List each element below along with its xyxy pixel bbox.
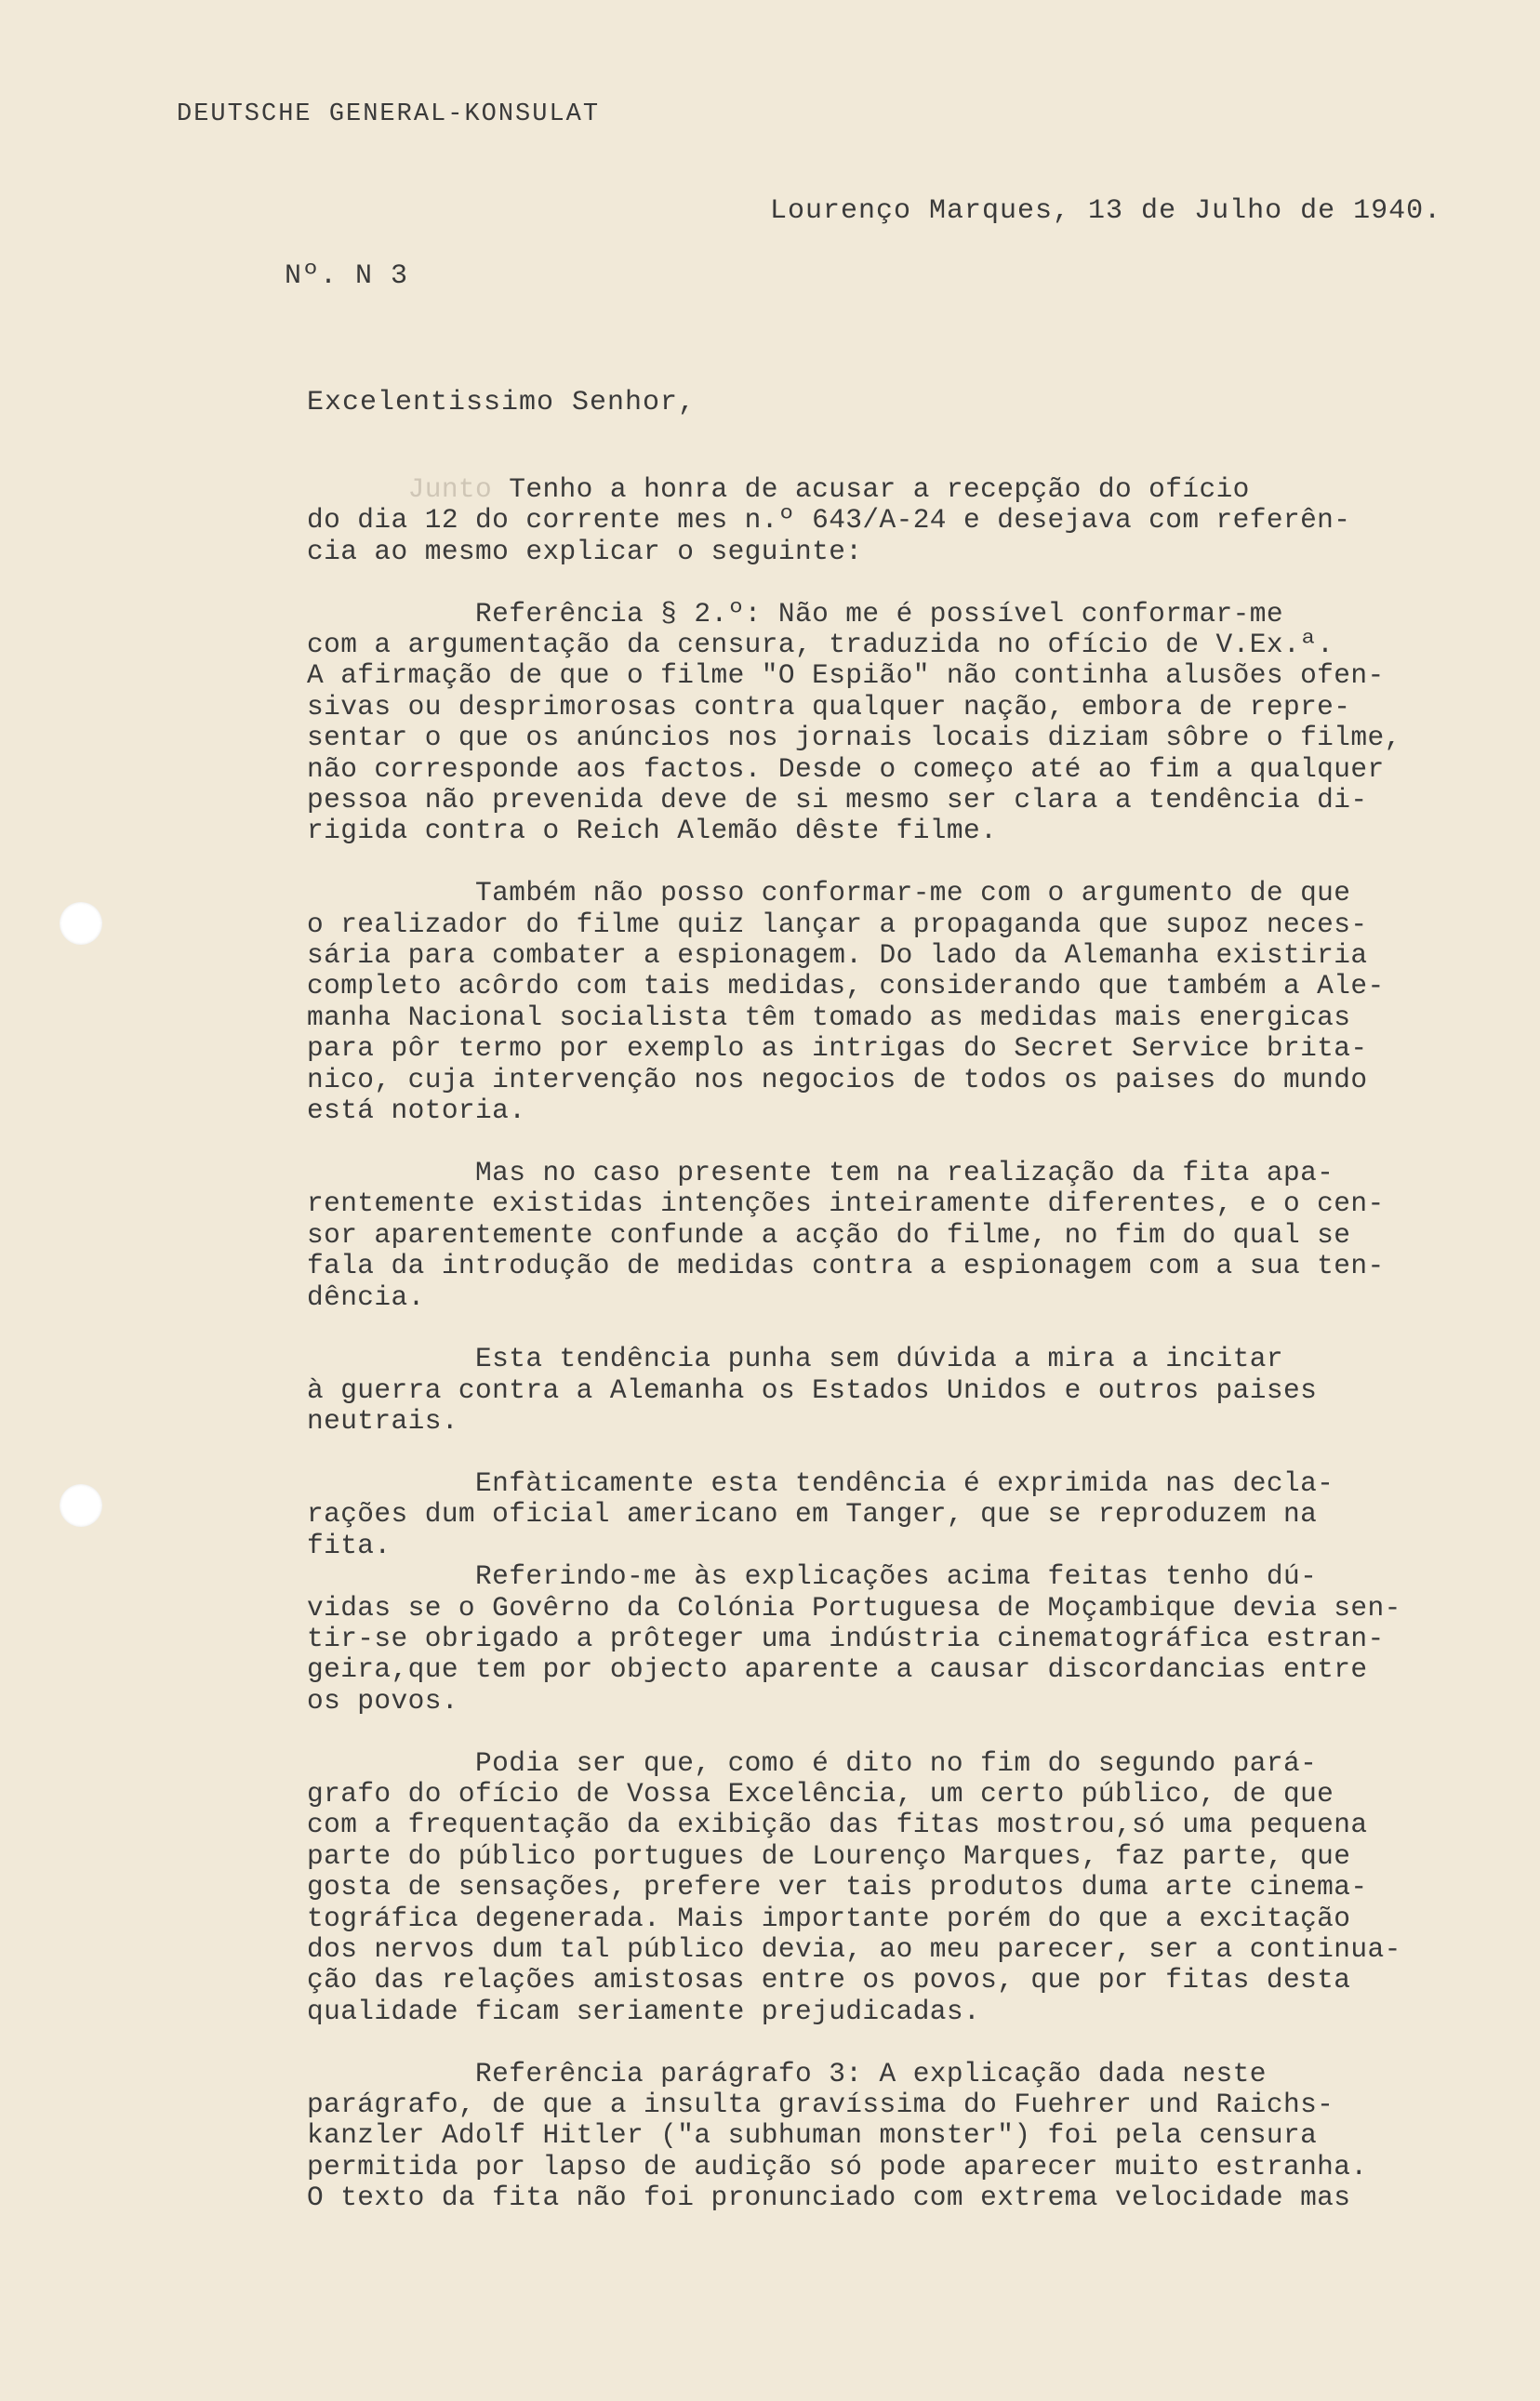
text-line: Também não posso conformar-me com o argumento de que	[307, 877, 1351, 909]
text-line: Mas no caso presente tem na realização da fita apa-	[307, 1156, 1334, 1188]
text-line: Referindo-me às explicações acima feitas tenho dú-	[307, 1560, 1318, 1593]
paragraph	[307, 1748, 1516, 2028]
text-line: sor aparentemente confunde a acção do filme, no fim do qual se	[307, 1218, 1351, 1251]
text-line: dos nervos dum tal público devia, ao meu parecer, ser a continua-	[307, 1933, 1401, 1965]
paragraph	[307, 474, 1516, 567]
text-line: nico, cuja intervenção nos negocios de todos os paises do mundo	[307, 1063, 1368, 1095]
salutation: Excelentissimo Senhor,	[307, 387, 697, 418]
paragraph	[307, 599, 1516, 847]
text-line: rações dum oficial americano em Tanger, que se reproduzem na	[307, 1498, 1318, 1531]
text-line: fala da introdução de medidas contra a espionagem com a sua ten-	[307, 1250, 1385, 1282]
text-line: O texto da fita não foi pronunciado com extrema velocidade mas	[307, 2182, 1351, 2214]
text-line: está notoria.	[307, 1094, 526, 1127]
text-line: neutrais.	[307, 1405, 458, 1438]
text-line: qualidade ficam seriamente prejudicadas.	[307, 1995, 981, 2027]
dateline: Lourenço Marques, 13 de Julho de 1940.	[770, 195, 1442, 227]
text-line: para pôr termo por exemplo as intrigas do Secret Service brita-	[307, 1032, 1368, 1065]
text-line: os povos.	[307, 1684, 458, 1717]
text-line	[307, 474, 1516, 505]
text-line: geira,que tem por objecto aparente a causar discordancias entre	[307, 1653, 1368, 1686]
text-line: sivas ou desprimorosas contra qualquer nação, embora de repre-	[307, 690, 1351, 723]
punch-hole-lower	[60, 1484, 102, 1527]
text-line: manha Nacional socialista têm tomado as medidas mais energicas	[307, 1001, 1351, 1033]
text-line: sentar o que os anúncios nos jornais locais diziam sôbre o filme,	[307, 722, 1401, 754]
text-line: pessoa não prevenida deve de si mesmo ser clara a tendência di-	[307, 784, 1368, 816]
text-line: Referência parágrafo 3: A explicação dada neste	[307, 2057, 1267, 2089]
text-line: completo acôrdo com tais medidas, considerando que também a Ale-	[307, 970, 1385, 1002]
text-line: vidas se o Govêrno da Colónia Portuguesa de Moçambique devia sen-	[307, 1591, 1401, 1624]
text-line: Podia ser que, como é dito no fim do segundo pará-	[307, 1746, 1318, 1779]
text-line: ção das relações amistosas entre os povos, que por fitas desta	[307, 1964, 1351, 1996]
text-line: não corresponde aos factos. Desde o começo até ao fim a qualquer	[307, 752, 1385, 785]
paragraph	[307, 1344, 1516, 1437]
text-line: Enfàticamente esta tendência é exprimida nas decla-	[307, 1466, 1334, 1499]
text-line: rigida contra o Reich Alemão dêste filme.	[307, 815, 998, 847]
text-line: dência.	[307, 1280, 425, 1313]
text-line: com a frequentação da exibição das fitas mostrou,só uma pequena	[307, 1809, 1368, 1841]
reference-number: Nº. N 3	[285, 260, 409, 292]
text-line: kanzler Adolf Hitler ("a subhuman monster") foi pela censura	[307, 2119, 1318, 2152]
text-line: fita.	[307, 1529, 392, 1561]
text-line: A afirmação de que o filme "O Espião" não continha alusões ofen-	[307, 659, 1385, 692]
paragraph	[307, 878, 1516, 1126]
paragraph	[307, 2059, 1516, 2214]
text-line: permitida por lapso de audição só pode aparecer muito estranha.	[307, 2150, 1368, 2182]
text-line: parágrafo, de que a insulta gravíssima do Fuehrer und Raichs-	[307, 2089, 1334, 2121]
paragraph	[307, 1158, 1516, 1313]
text-line-rest: Tenho a honra de acusar a recepção do ofício	[492, 473, 1250, 505]
punch-hole-upper	[60, 902, 102, 945]
text-line: sária para combater a espionagem. Do lado da Alemanha existiria	[307, 939, 1368, 972]
letter-body	[307, 474, 1516, 2214]
text-line: gosta de sensações, prefere ver tais produtos duma arte cinema-	[307, 1871, 1368, 1904]
text-line: rentemente existidas intenções inteiramente diferentes, e o cen-	[307, 1187, 1385, 1220]
text-line: do dia 12 do corrente mes n.º 643/A-24 e desejava com referên-	[307, 504, 1351, 537]
text-line: à guerra contra a Alemanha os Estados Unidos e outros paises	[307, 1373, 1318, 1406]
text-line: Referência § 2.º: Não me é possível conformar-me	[307, 597, 1283, 630]
text-line: com a argumentação da censura, traduzida no ofício de V.Ex.ª.	[307, 629, 1334, 661]
paragraph	[307, 1561, 1516, 1717]
text-line: tográfica degenerada. Mais importante porém do que a excitação	[307, 1902, 1351, 1934]
text-line: Esta tendência punha sem dúvida a mira a incitar	[307, 1343, 1283, 1375]
text-line: parte do público portugues de Lourenço Marques, faz parte, que	[307, 1839, 1351, 1872]
text-line: grafo do ofício de Vossa Excelência, um certo público, de que	[307, 1777, 1334, 1810]
letterhead: DEUTSCHE GENERAL-KONSULAT	[177, 100, 601, 128]
paragraph	[307, 1468, 1516, 1561]
text-line: o realizador do filme quiz lançar a propaganda que supoz neces-	[307, 908, 1368, 940]
faint-struck-word: Junto	[307, 473, 493, 505]
text-line: cia ao mesmo explicar o seguinte:	[307, 535, 863, 567]
text-line: tir-se obrigado a prôteger uma indústria cinematográfica estran-	[307, 1622, 1385, 1654]
